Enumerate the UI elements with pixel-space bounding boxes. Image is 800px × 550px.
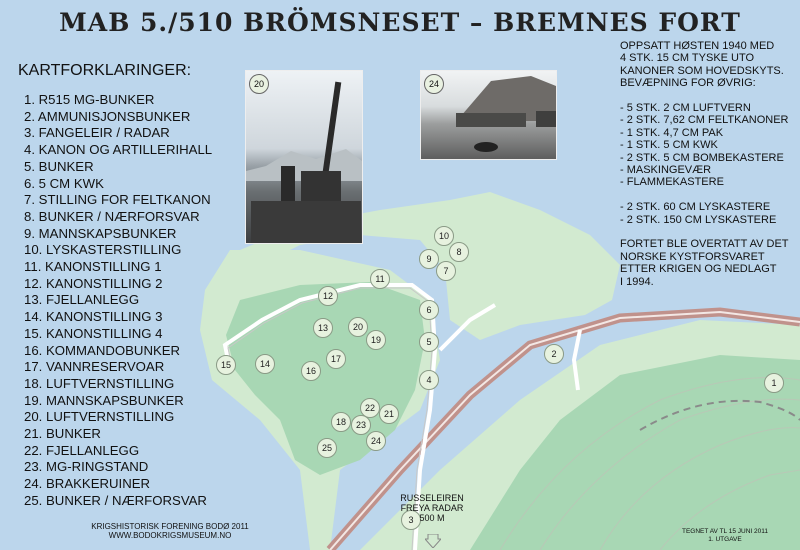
photo-label: 24: [424, 74, 444, 94]
info-line: BEVÆPNING FOR ØVRIG:: [620, 77, 756, 90]
map-marker-22: 22: [360, 398, 380, 418]
map-marker-9: 9: [419, 249, 439, 269]
map-marker-1: 1: [764, 373, 784, 393]
drawn-note-line: TEGNET AV TL 15 JUNI 2011: [682, 528, 768, 535]
map-marker-5: 5: [419, 332, 439, 352]
map-marker-6: 6: [419, 300, 439, 320]
legend-item: 5. BUNKER: [24, 158, 94, 174]
info-line: I 1994.: [620, 275, 654, 288]
map-marker-25: 25: [317, 438, 337, 458]
legend-item: 2. AMMUNISJONSBUNKER: [24, 108, 191, 124]
credit: [60, 522, 280, 540]
legend-heading: KARTFORKLARINGER:: [18, 62, 192, 79]
info-line: [620, 226, 789, 238]
info-line: - MASKINGEVÆR: [620, 164, 712, 177]
legend-item: 17. VANNRESERVOAR: [24, 359, 165, 375]
map-marker-4: 4: [419, 370, 439, 390]
map-marker-19: 19: [366, 330, 386, 350]
info-line: - 1 STK. 5 CM KWK: [620, 139, 718, 152]
map-marker-17: 17: [326, 349, 346, 369]
map-marker-2: 2: [544, 344, 564, 364]
barracks-silhouette: [421, 71, 556, 159]
legend-item: 1. R515 MG-BUNKER: [24, 92, 155, 107]
map-marker-24: 24: [366, 431, 386, 451]
info-line: FORTET BLE OVERTATT AV DET: [620, 238, 789, 251]
legend-list: [24, 92, 212, 510]
map-marker-21: 21: [379, 404, 399, 424]
map-marker-8: 8: [449, 242, 469, 262]
legend-item: 6. 5 CM KWK: [24, 175, 104, 191]
info-line: 4 STK. 15 CM TYSKE UTO: [620, 52, 755, 65]
info-line: [620, 189, 789, 201]
info-line: - 2 STK. 7,62 CM FELTKANONER: [620, 114, 789, 127]
legend-item: 7. STILLING FOR FELTKANON: [24, 192, 211, 208]
drawn-note-line: 1. UTGAVE: [708, 535, 742, 543]
legend-item: 13. FJELLANLEGG: [24, 292, 140, 308]
info-line: - 2 STK. 150 CM LYSKASTERE: [620, 213, 777, 226]
legend-item: 15. KANONSTILLING 4: [24, 325, 163, 341]
legend-item: 14. KANONSTILLING 3: [24, 309, 163, 325]
map-marker-14: 14: [255, 354, 275, 374]
map-marker-12: 12: [318, 286, 338, 306]
legend-item: 9. MANNSKAPSBUNKER: [24, 225, 177, 241]
map-marker-16: 16: [301, 361, 321, 381]
info-line: - 2 STK. 60 CM LYSKASTERE: [620, 201, 771, 214]
road-label-line: FREYA RADAR: [400, 503, 464, 513]
map-marker-15: 15: [216, 355, 236, 375]
legend-item: 16. KOMMANDOBUNKER: [24, 342, 181, 358]
road-direction-label: [392, 493, 472, 523]
info-line: - 2 STK. 5 CM BOMBEKASTERE: [620, 151, 784, 164]
legend-item: 18. LUFTVERNSTILLING: [24, 375, 175, 391]
photo-barracks: [420, 70, 557, 160]
info-line: KANONER SOM HOVEDSKYTS.: [620, 64, 784, 77]
legend-item: 23. MG-RINGSTAND: [24, 459, 149, 475]
legend-item: 12. KANONSTILLING 2: [24, 275, 163, 291]
legend-item: 4. KANON OG ARTILLERIHALL: [24, 142, 213, 158]
gun-silhouette: [246, 71, 362, 243]
legend-item: 25. BUNKER / NÆRFORSVAR: [24, 492, 207, 508]
page-title: MAB 5./510 BRÖMSNESET – BREMNES FORT: [59, 8, 741, 37]
road-label-line: RUSSELEIREN: [400, 493, 464, 503]
info-line: - 5 STK. 2 CM LUFTVERN: [620, 102, 751, 115]
legend-item: 11. KANONSTILLING 1: [24, 259, 162, 275]
map-marker-13: 13: [313, 318, 333, 338]
legend-item: 20. LUFTVERNSTILLING: [24, 409, 175, 425]
info-line: [620, 90, 789, 102]
legend-item: 3. FANGELEIR / RADAR: [24, 125, 170, 141]
map-marker-20: 20: [348, 317, 368, 337]
fort-info-text: [620, 40, 789, 288]
map-marker-23: 23: [351, 415, 371, 435]
photo-anti-aircraft-gun: [245, 70, 363, 244]
legend-item: 19. MANNSKAPSBUNKER: [24, 392, 184, 408]
legend-item: 21. BUNKER: [24, 426, 101, 442]
credit-line: WWW.BODOKRIGSMUSEUM.NO: [108, 531, 232, 540]
map-marker-10: 10: [434, 226, 454, 246]
legend-item: 22. FJELLANLEGG: [24, 442, 140, 458]
road-label-line: 500 M: [419, 513, 445, 523]
map-marker-7: 7: [436, 261, 456, 281]
legend-item: 24. BRAKKERUINER: [24, 476, 151, 492]
photo-label: 20: [249, 74, 269, 94]
info-line: NORSKE KYSTFORSVARET: [620, 250, 765, 263]
info-line: OPPSATT HØSTEN 1940 MED: [620, 40, 775, 52]
info-line: - 1 STK. 4,7 CM PAK: [620, 126, 724, 139]
drawn-note: [650, 528, 800, 543]
legend-item: 10. LYSKASTERSTILLING: [24, 242, 182, 258]
credit-line: KRIGSHISTORISK FORENING BODØ 2011: [91, 522, 249, 531]
map-marker-11: 11: [370, 269, 390, 289]
map-marker-3: 3: [401, 510, 421, 530]
arrow-down-icon: [425, 534, 441, 548]
info-line: ETTER KRIGEN OG NEDLAGT: [620, 263, 777, 276]
map-marker-18: 18: [331, 412, 351, 432]
info-line: - FLAMMEKASTERE: [620, 176, 724, 189]
legend-item: 8. BUNKER / NÆRFORSVAR: [24, 208, 200, 224]
